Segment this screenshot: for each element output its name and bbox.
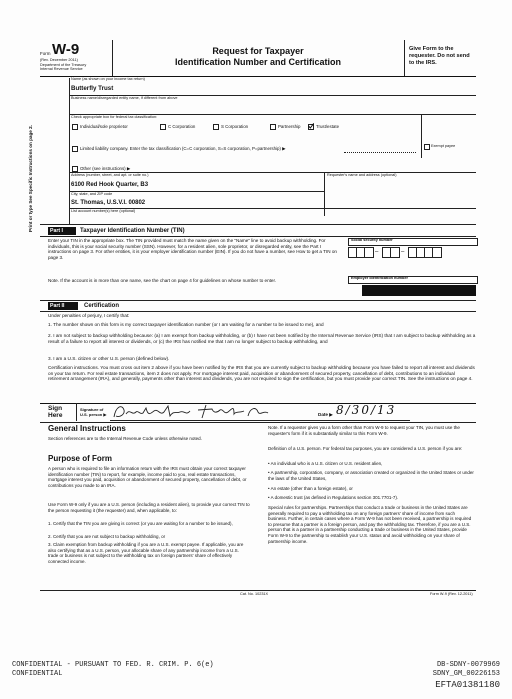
classification-partnership: Partnership — [278, 123, 301, 129]
part1-title: Taxpayer Identification Number (TIN) — [80, 228, 185, 234]
llc-label: Limited liability company. Enter the tax classification (C=C corporation, S=S corporation, P=partnership) ▶ — [80, 145, 286, 151]
classification-trust-estate: Trust/estate — [316, 123, 340, 129]
department: Department of the Treasury — [40, 63, 87, 67]
bates-number-3: EFTA01381180 — [435, 680, 500, 690]
form-revision-footer: Form W-9 (Rev. 12-2011) — [430, 592, 473, 596]
checkbox-trust-estate[interactable] — [308, 124, 314, 130]
general-instructions-title: General Instructions — [48, 424, 126, 433]
business-name-label: Business name/disregarded entity name, if different from above — [71, 96, 178, 100]
give-form-note: Give Form to the requester. Do not send to the IRS. — [409, 46, 470, 66]
side-instructions-label: Print or type See Specific Instructions on page 2. — [28, 125, 33, 232]
classification-c-corp: C Corporation — [168, 123, 196, 129]
part2-item3: 3. I am a U.S. citizen or other U.S. person (defined below). — [48, 356, 170, 361]
name-label: Name (as shown on your income tax return) — [71, 77, 145, 81]
requester-note: Note. If a requester gives you a form other than Form W-9 to request your TIN, you must use the requester's form if it is substantially similar to this Form W-9. — [268, 425, 460, 436]
part2-tag: Part II — [48, 302, 78, 310]
date-label: Date ▶ — [318, 412, 333, 417]
special-rules-partnerships: Special rules for partnerships. Partnerships that conduct a trade or business in the United States are generally required to pay a withholding tax on any foreign partners' share of income from such business. Further, in certain cases where a Form W-9 has not been received, a partnership is required to presume that a partner is a foreign person, and pay the withholding tax. Therefore, if you are a U.S. person that is a partner in a partnership conducting a trade or business in the United States, provide Form W-9 to the partnership to establish your U.S. status and avoid withholding on your share of partnership income. — [268, 505, 472, 544]
date-value[interactable]: 8/30/13 — [336, 403, 397, 417]
requester-label: Requester's name and address (optional) — [327, 173, 397, 177]
us-person-bullet-4: • A domestic trust (as defined in Regulations section 301.7701-7). — [268, 495, 399, 500]
handwritten-signature — [110, 402, 310, 422]
classification-individual: Individual/sole proprietor — [80, 123, 128, 129]
account-label: List account number(s) here (optional) — [71, 209, 136, 213]
ein-label: Employer identification number — [351, 276, 408, 280]
checkbox-llc[interactable] — [72, 146, 78, 152]
purpose-list-2: 2. Certify that you are not subject to backup withholding, or — [48, 534, 166, 539]
general-instructions-text: Section references are to the Internal Revenue Code unless otherwise noted. — [48, 436, 202, 441]
part2-title: Certification — [84, 303, 120, 309]
city-value[interactable]: St. Thomas, U.S.V.I. 00802 — [71, 200, 146, 206]
purpose-title: Purpose of Form — [48, 454, 113, 463]
checkbox-exempt-payee[interactable] — [424, 144, 430, 150]
confidential-notice: CONFIDENTIAL - PURSUANT TO FED. R. CRIM. P. 6(e) — [12, 661, 214, 669]
checkbox-individual[interactable] — [72, 124, 78, 130]
part2-item1: 1. The number shown on this form is my correct taxpayer identification number (or I am waiting for a number to be issued to me), and — [48, 322, 324, 327]
part1-text: Enter your TIN in the appropriate box. The TIN provided must match the name given on the "Name" line to avoid backup withholding. For individuals, this is your social security number (SSN). However, for a resident alien, sole proprietor, or disregarded entity, see the Part I instructions on page 3. For other entities, it is your employer identification number (EIN). If you do not have a number, see How to get a TIN on page 3. — [48, 238, 337, 260]
ein-redaction — [362, 285, 476, 296]
us-person-definition: Definition of a U.S. person. For federal tax purposes, you are considered a U.S. person if you are: — [268, 446, 463, 451]
form-revision: (Rev. December 2011) — [40, 58, 78, 62]
ssn-label: Social security number — [351, 238, 393, 242]
checkmark-icon — [308, 123, 314, 129]
bates-number-1: DB-SDNY-0079969 — [436, 661, 500, 669]
bates-number-2: SDNY_GM_00226153 — [432, 670, 500, 678]
us-person-bullet-3: • An estate (other than a foreign estate), or — [268, 486, 353, 491]
exempt-payee-label: Exempt payee — [431, 144, 456, 148]
purpose-paragraph-2: Use Form W-9 only if you are a U.S. person (including a resident alien), to provide your correct TIN to the person requesting it (the requester) and, when applicable, to: — [48, 502, 250, 513]
part2-cert-instructions: Certification instructions. You must cross out item 2 above if you have been notified by the IRS that you are currently subject to backup withholding because you have failed to report all interest and dividends on your tax return. For real estate transactions, item 2 does not apply. For mortgage interest paid, acquisition or abandonment of secured property, cancellation of debt, contributions to an individual retirement arrangement (IRA), and generally, payments other than interest and dividends, you are not required to sign the certification, but you must provide your correct TIN. See the instructions on page 4. — [48, 365, 475, 382]
checkbox-partnership[interactable] — [270, 124, 276, 130]
sign-here-label: Sign Here — [48, 405, 63, 419]
city-label: City, state, and ZIP code — [71, 192, 113, 196]
other-label: Other (see instructions) ▶ — [80, 165, 131, 171]
us-person-bullet-2: • A partnership, corporation, company, or association created or organized in the United States or under the laws of the United States, — [268, 470, 474, 481]
form-title-line1: Request for Taxpayer — [212, 46, 304, 56]
irs-label: Internal Revenue Service — [40, 67, 83, 71]
confidential-label: CONFIDENTIAL — [12, 670, 63, 678]
classification-label: Check appropriate box for federal tax classification: — [71, 115, 158, 119]
signature-label: Signature of U.S. person ▶ — [80, 407, 107, 417]
form-title-line2: Identification Number and Certification — [174, 57, 341, 67]
part1-tag: Part I — [48, 227, 76, 235]
purpose-list-3: 3. Claim exemption from backup withholding if you are a U.S. exempt payee. If applicable, you are also certifying that as a U.S. person, your allocable share of any partnership income from a U.S. trade or business is not subject to the withholding tax on foreign partners' share of effectively connected income. — [48, 542, 244, 564]
purpose-list-1: 1. Certify that the TIN you are giving is correct (or you are waiting for a number to be issued), — [48, 521, 233, 526]
part1-note: Note. If the account is in more than one name, see the chart on page 4 for guidelines on whose number to enter. — [48, 278, 277, 283]
catalog-number: Cat. No. 10231X — [240, 592, 269, 596]
address-value[interactable]: 6100 Red Hook Quarter, B3 — [71, 182, 149, 188]
checkbox-s-corporation[interactable] — [213, 124, 219, 130]
name-value[interactable]: Butterfly Trust — [71, 85, 114, 92]
form-number: W-9 — [52, 41, 80, 58]
document-page: Form W-9 (Rev. December 2011) Department of the Treasury Internal Revenue Service Request for Taxpayer Identification Number and Certification Give Form to the requester. Do not send to the IRS. Print or type See Specific Instructions on page 2. Name (as shown on your income tax return) Butterfly Trust Business name/disregarded entity name, if different from above Check appropriate box for federal tax classification: Individual/sole proprietor C Corporation S Corporation Partnership Trust/estate Limited liability company. Enter the tax classification (C=C corporation, S=S corporation, P=partnership) ▶ Exempt payee Other (see instructions) ▶ Address (number, street, and apt. or suite no.) 6100 Red Hook Quarter, B3 Requester's name and address (optional) City, state, and ZIP code St. Thomas, U.S.V.I. 00802 List account number(s) here (optional) Part I Taxpayer Identification Number (TIN) Enter your TIN in the appropriate box. The TIN provided must match the name given on the "Name" line to avoid backup withholding. For individuals, this is your social security number (SSN). However, for a resident alien, sole proprietor, or disregarded entity, see the Part I instructions on page 3. For other entities, it is your employer identification number (EIN). If you do not have a number, see How to get a TIN on page 3. Note. If the account is in more than one name, see the chart on page 4 for guidelines on whose number to enter. Social security number – – Employer identification number Part II Certification Under penalties of perjury, I certify that: 1. The number shown on this form is my correct taxpayer identification number (or I am waiting for a number to be issued to me), and 2. I am not subject to backup withholding because: (a) I am exempt from backup withholding, or (b) I have not been notified by the Internal Revenue Service (IRS) that I am subject to backup withholding as a result of a failure to report all interest or dividends, or (c) the IRS has notified me that I am no longer subject to backup withholding, and 3. I am a U.S. citizen or other U.S. person (defined below). Certification instructions. You must cross out item 2 above if you have been notified by the IRS that you are currently subject to backup withholding because you have failed to report all interest and dividends on your tax return. For real estate transactions, item 2 does not apply. For mortgage interest paid, acquisition or abandonment of secured property, cancellation of debt, contributions to an individual retirement arrangement (IRA), and generally, payments other than interest and dividends, you are not required to sign the certification, but you must provide your correct TIN. See the instructions on page 4. Sign Here Signature of U.S. person ▶ Date ▶ 8/30/13 General Instructions Section references are to the Internal Revenue Code unless otherwise noted. Purpose of Form A person who is required to file an information return with the IRS must obtain your correct taxpayer identification number (TIN) to report, for example, income paid to you, real estate transactions, mortgage interest you paid, acquisition or abandonment of secured property, cancellation of debt, or contributions you made to an IRA. Use Form W-9 only if you are a U.S. person (including a resident alien), to provide your correct TIN to the person requesting it (the requester) and, when applicable, to: 1. Certify that the TIN you are giving is correct (or you are waiting for a number to be issued), 2. Certify that you are not subject to backup withholding, or 3. Claim exemption from backup withholding if you are a U.S. exempt payee. If applicable, you are also certifying that as a U.S. person, your allocable share of any partnership income from a U.S. trade or business is not subject to the withholding tax on foreign partners' share of effectively connected income. Note. If a requester gives you a form other than Form W-9 to request your TIN, you must use the requester's form if it is substantially similar to this Form W-9. Definition of a U.S. person. For federal tax purposes, you are considered a U.S. person if you are: • An individual who is a U.S. citizen or U.S. resident alien, • A partnership, corporation, company, or association created or organized in the United States or under the laws of the United States, • An estate (other than a foreign estate), or • A domestic trust (as defined in Regulations section 301.7701-7). Special rules for partnerships. Partnerships that conduct a trade or business in the United States are generally required to pay a withholding tax on any foreign partners' share of income from such business. Further, in certain cases where a Form W-9 has not been received, a partnership is required to presume that a partner is a foreign person, and pay the withholding tax. Therefore, if you are a U.S. person that is a partner in a partnership conducting a trade or business in the United States, provide Form W-9 to the partnership to establish your U.S. status and avoid withholding on your share of partnership income. Cat. No. 10231X Form W-9 (Rev. 12-2011) CONFIDENTIAL - PURSUANT TO FED. R. CRIM. P. 6(e) CONFIDENTIAL DB-SDNY-0079969 SDNY_GM_00226153 EFTA01381180 — [0, 0, 512, 699]
form-label: Form — [40, 51, 51, 56]
part2-intro: Under penalties of perjury, I certify that: — [48, 313, 130, 318]
us-person-bullet-1: • An individual who is a U.S. citizen or U.S. resident alien, — [268, 461, 383, 466]
checkbox-c-corporation[interactable] — [160, 124, 166, 130]
address-label: Address (number, street, and apt. or suite no.) — [71, 173, 149, 177]
classification-s-corp: S Corporation — [221, 123, 249, 129]
purpose-paragraph-1: A person who is required to file an information return with the IRS must obtain your correct taxpayer identification number (TIN) to report, for example, income paid to you, real estate transactions, mortgage interest you paid, acquisition or abandonment of secured property, cancellation of debt, or contributions you made to an IRA. — [48, 466, 247, 488]
part2-item2: 2. I am not subject to backup withholding because: (a) I am exempt from backup withholding, or (b) I have not been notified by the Internal Revenue Service (IRS) that I am subject to backup withholding as a result of a failure to report all interest or dividends, or (c) the IRS has notified me that I am no longer subject to backup withholding, and — [48, 333, 476, 344]
